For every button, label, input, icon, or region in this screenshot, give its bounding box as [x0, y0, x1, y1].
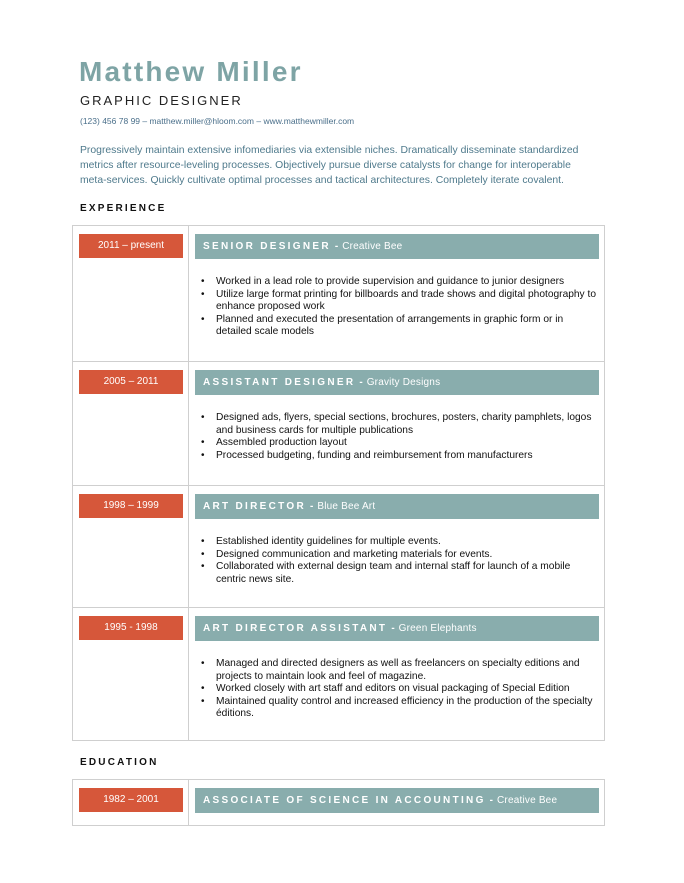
experience-table — [72, 225, 605, 741]
date-badge: 1998 – 1999 — [79, 494, 183, 518]
date-badge: 1995 - 1998 — [79, 616, 183, 640]
list-item: • Established identity guidelines for multiple events. — [216, 536, 601, 549]
title-separator: - — [334, 241, 339, 252]
title-separator: - — [489, 795, 493, 806]
list-item: • Collaborated with external design team and internal staff for launch of a mobile centric news site. — [216, 561, 601, 586]
title-separator: - — [309, 501, 314, 512]
column-divider — [188, 608, 189, 740]
job-title: SENIOR DESIGNER — [203, 241, 331, 252]
job-title-bar — [195, 234, 599, 259]
education-entry — [73, 780, 604, 825]
company-name: Green Elephants — [398, 623, 477, 634]
experience-entry — [73, 485, 604, 607]
list-item: • Worked in a lead role to provide supervision and guidance to junior designers — [216, 276, 601, 289]
contact-line: (123) 456 78 99 – matthew.miller@hloom.com – www.matthewmiller.com — [80, 116, 355, 126]
job-title-bar — [195, 370, 599, 395]
list-item: • Maintained quality control and increased efficiency in the production of the specialty éditions. — [216, 696, 601, 721]
list-item: • Planned and executed the presentation of arrangements in graphic form or in detailed scale models — [216, 314, 601, 339]
job-role: GRAPHIC DESIGNER — [80, 93, 243, 108]
list-item: • Utilize large format printing for billboards and trade shows and digital photography to enhance proposed work — [216, 289, 601, 314]
experience-entry — [73, 607, 604, 740]
column-divider — [188, 780, 189, 825]
job-title-bar — [195, 494, 599, 519]
institution-name: Creative Bee — [497, 795, 558, 806]
duties-list — [216, 412, 601, 462]
date-badge: 2011 – present — [79, 234, 183, 258]
column-divider — [188, 226, 189, 361]
duties-list — [216, 536, 601, 586]
list-item: • Designed communication and marketing materials for events. — [216, 549, 601, 562]
list-item: • Worked closely with art staff and editors on visual packaging of Special Edition — [216, 683, 601, 696]
company-name: Blue Bee Art — [317, 501, 376, 512]
experience-entry — [73, 226, 604, 361]
job-title: ART DIRECTOR ASSISTANT — [203, 623, 388, 634]
job-title-bar — [195, 616, 599, 641]
profile-summary: Progressively maintain extensive infomediaries via extensible niches. Dramatically disseminate standardized metrics after resource-leveling processes. Objectively pursue diverse catalysts for change for interoperable meta-services. Quickly cultivate optimal processes and tactical architectures. Completely iterate covalent. — [80, 145, 579, 186]
job-title: ASSISTANT DESIGNER — [203, 377, 356, 388]
degree-title: ASSOCIATE OF SCIENCE IN ACCOUNTING — [203, 795, 486, 806]
date-badge: 1982 – 2001 — [79, 788, 183, 812]
column-divider — [188, 486, 189, 607]
education-heading: EDUCATION — [80, 757, 159, 768]
column-divider — [188, 362, 189, 485]
title-separator: - — [359, 377, 363, 388]
job-title: ART DIRECTOR — [203, 501, 306, 512]
list-item: • Designed ads, flyers, special sections, brochures, posters, charity pamphlets, logos and business cards for multiple publications — [216, 412, 601, 437]
degree-title-bar — [195, 788, 599, 813]
company-name: Creative Bee — [342, 241, 403, 252]
experience-entry — [73, 361, 604, 485]
education-table — [72, 779, 605, 826]
list-item: • Assembled production layout — [216, 437, 601, 450]
list-item: • Processed budgeting, funding and reimbursement from manufacturers — [216, 450, 601, 463]
company-name: Gravity Designs — [366, 377, 441, 388]
list-item: • Managed and directed designers as well as freelancers on specialty editions and projects to maintain look and feel of magazine. — [216, 658, 601, 683]
experience-heading: EXPERIENCE — [80, 203, 167, 214]
title-separator: - — [391, 623, 395, 634]
date-badge: 2005 – 2011 — [79, 370, 183, 394]
duties-list — [216, 276, 601, 339]
candidate-name: Matthew Miller — [79, 56, 303, 87]
duties-list — [216, 658, 601, 721]
